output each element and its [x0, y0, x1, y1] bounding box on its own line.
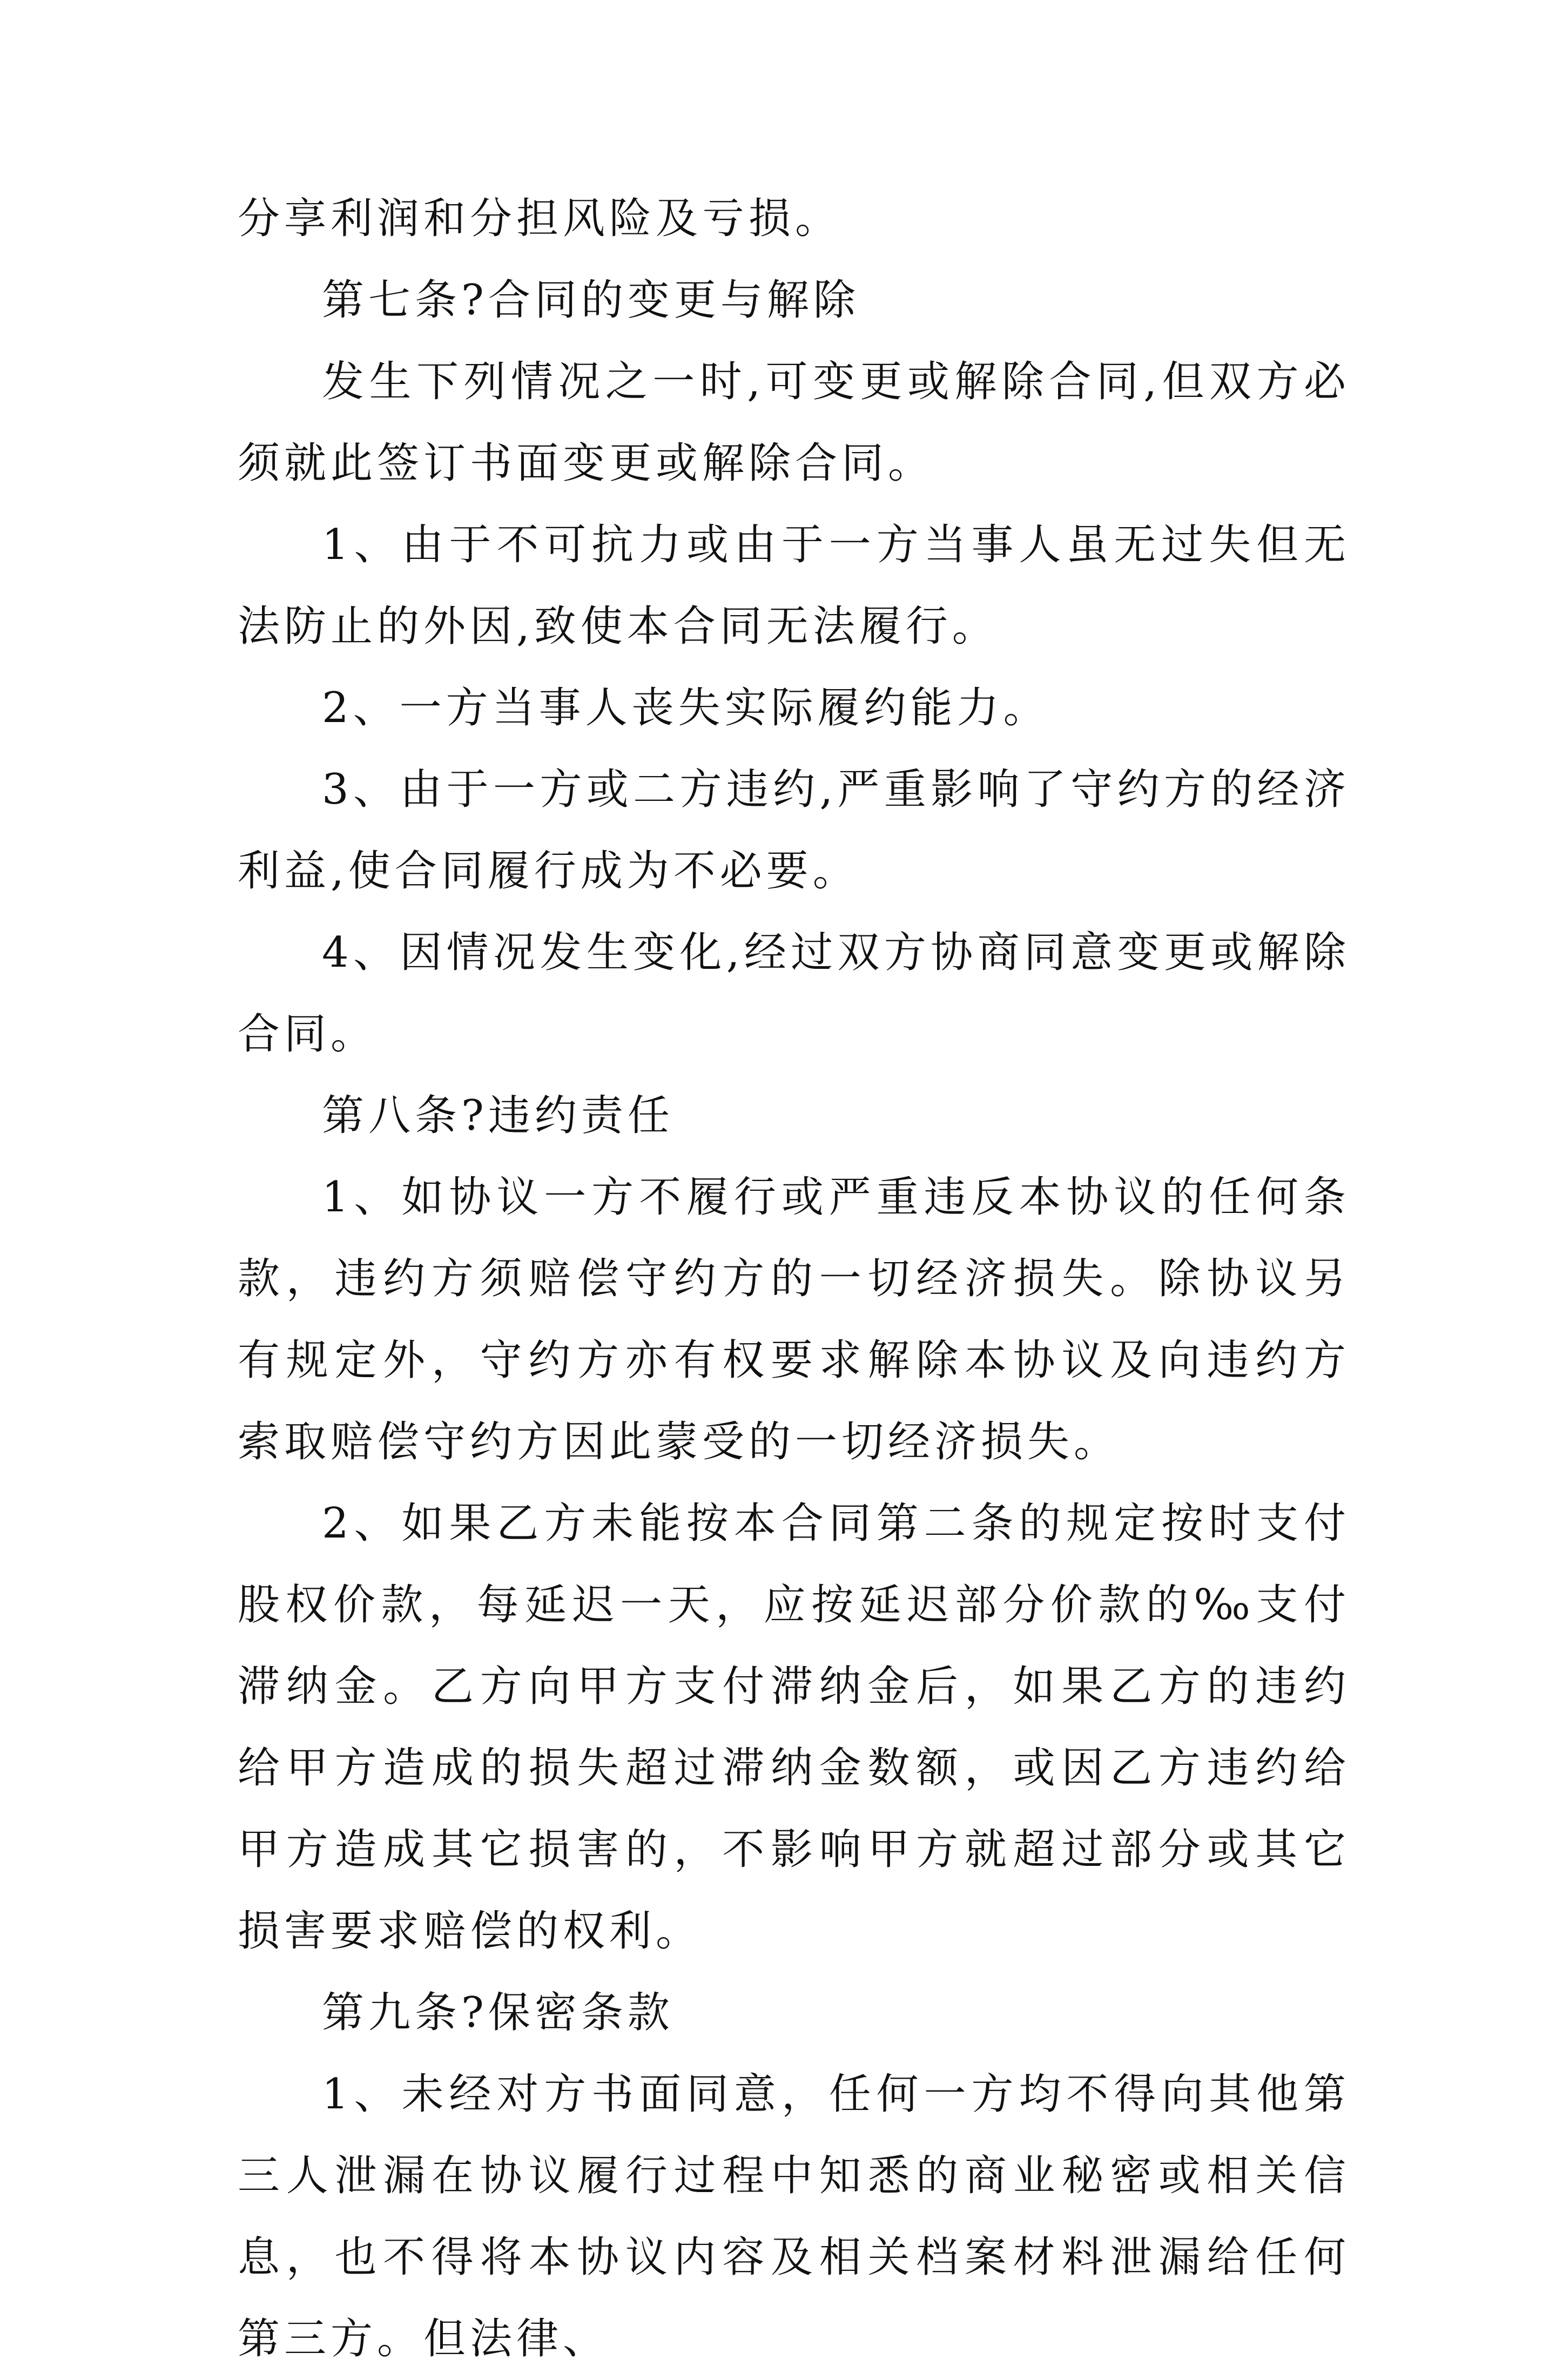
document-body	[238, 178, 1350, 2380]
list-item: 4、因情况发生变化,经过双方协商同意变更或解除合同。	[238, 928, 1350, 1058]
section-heading: 第七条?合同的变更与解除	[322, 276, 860, 325]
list-item: 2、一方当事人丧失实际履约能力。	[322, 684, 1050, 732]
list-item: 1、由于不可抗力或由于一方当事人虽无过失但无法防止的外因,致使本合同无法履行。	[238, 521, 1350, 651]
section-heading: 第九条?保密条款	[322, 1988, 674, 2037]
section-heading: 第八条?违约责任	[322, 1091, 674, 1140]
paragraph: 分享利润和分担风险及亏损。	[238, 194, 842, 243]
list-item: 1、如协议一方不履行或严重违反本协议的任何条款，违约方须赔偿守约方的一切经济损失。除协议另有规定外，守约方亦有权要求解除本协议及向违约方索取赔偿守约方因此蒙受的一切经济损失。	[238, 1173, 1350, 1466]
list-item: 2、如果乙方未能按本合同第二条的规定按时支付股权价款，每延迟一天，应按延迟部分价款的‰支付滞纳金。乙方向甲方支付滞纳金后，如果乙方的违约给甲方造成的损失超过滞纳金数额，或因乙方违约给甲方造成其它损害的，不影响甲方就超过部分或其它损害要求赔偿的权利。	[238, 1499, 1350, 1956]
list-item: 1、未经对方书面同意，任何一方均不得向其他第三人泄漏在协议履行过程中知悉的商业秘密或相关信息，也不得将本协议内容及相关档案材料泄漏给任何第三方。但法律、	[238, 2070, 1350, 2363]
paragraph: 发生下列情况之一时,可变更或解除合同,但双方必须就此签订书面变更或解除合同。	[238, 358, 1350, 488]
list-item: 3、由于一方或二方违约,严重影响了守约方的经济利益,使合同履行成为不必要。	[238, 765, 1350, 895]
